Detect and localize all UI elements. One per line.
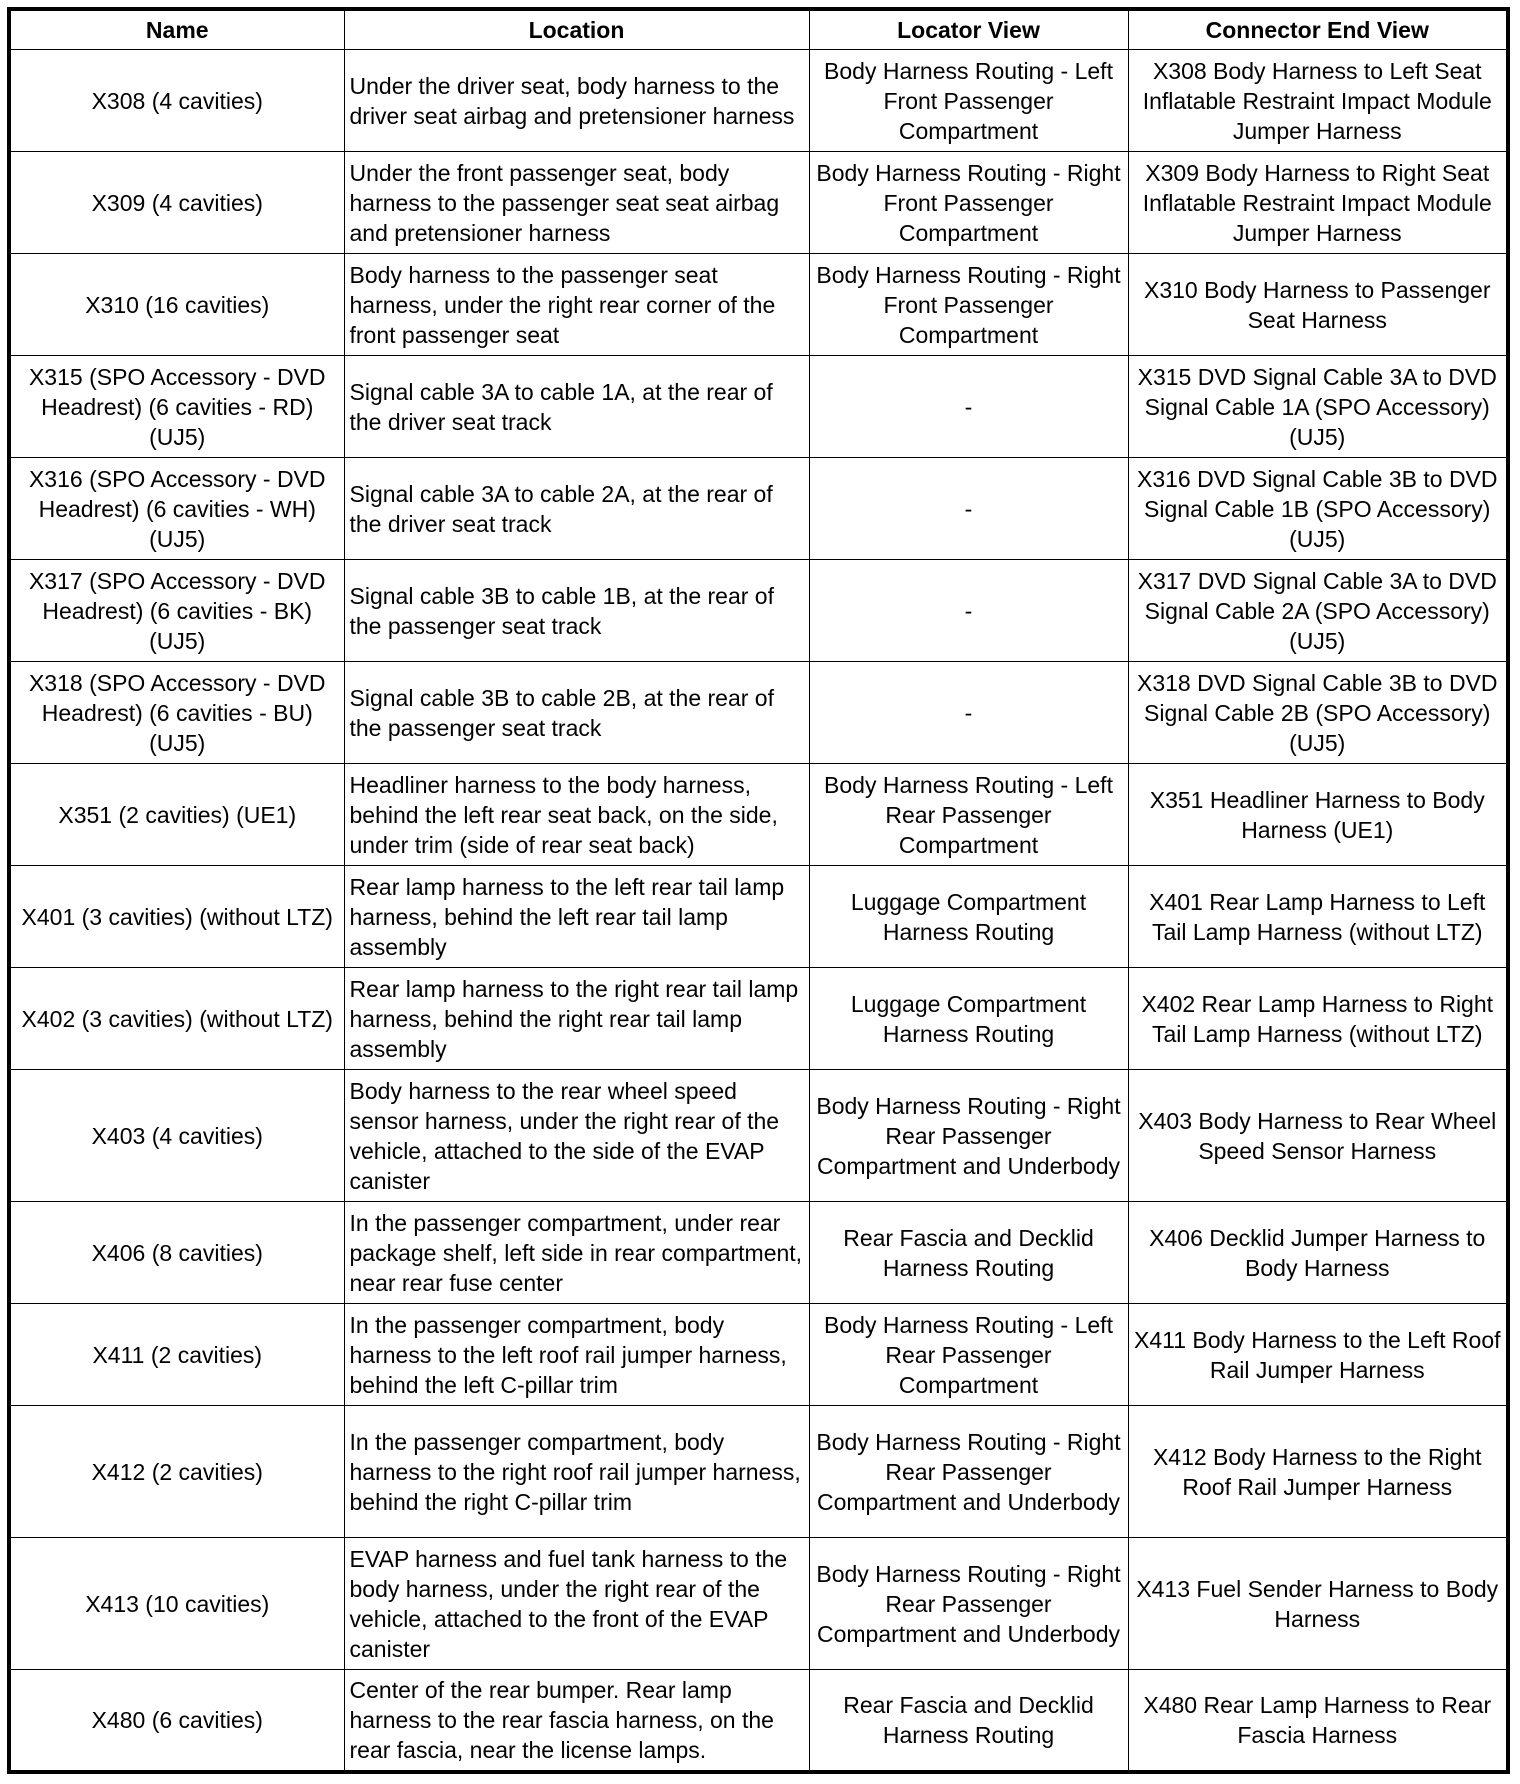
cell-location: Body harness to the passenger seat harness, under the right rear corner of the front passenger seat: [344, 254, 809, 356]
cell-locator-view: -: [809, 662, 1128, 764]
cell-locator-view: Rear Fascia and Decklid Harness Routing: [809, 1202, 1128, 1304]
table-row: [9, 866, 1508, 968]
cell-location: Rear lamp harness to the left rear tail lamp harness, behind the left rear tail lamp assembly: [344, 866, 809, 968]
cell-connector-end-view: X310 Body Harness to Passenger Seat Harness: [1128, 254, 1508, 356]
cell-locator-view: Body Harness Routing - Left Front Passenger Compartment: [809, 50, 1128, 152]
table-row: [9, 764, 1508, 866]
table-row: [9, 1202, 1508, 1304]
cell-connector-end-view: X318 DVD Signal Cable 3B to DVD Signal Cable 2B (SPO Accessory) (UJ5): [1128, 662, 1508, 764]
cell-locator-view: Body Harness Routing - Right Front Passenger Compartment: [809, 254, 1128, 356]
cell-connector-end-view: X308 Body Harness to Left Seat Inflatable Restraint Impact Module Jumper Harness: [1128, 50, 1508, 152]
cell-locator-view: Luggage Compartment Harness Routing: [809, 968, 1128, 1070]
cell-name: X309 (4 cavities): [9, 152, 344, 254]
cell-connector-end-view: X401 Rear Lamp Harness to Left Tail Lamp Harness (without LTZ): [1128, 866, 1508, 968]
cell-connector-end-view: X412 Body Harness to the Right Roof Rail Jumper Harness: [1128, 1406, 1508, 1538]
cell-location: Signal cable 3B to cable 1B, at the rear of the passenger seat track: [344, 560, 809, 662]
cell-connector-end-view: X309 Body Harness to Right Seat Inflatable Restraint Impact Module Jumper Harness: [1128, 152, 1508, 254]
cell-locator-view: Body Harness Routing - Left Rear Passenger Compartment: [809, 1304, 1128, 1406]
table-row: [9, 968, 1508, 1070]
table-row: [9, 254, 1508, 356]
cell-locator-view: Rear Fascia and Decklid Harness Routing: [809, 1670, 1128, 1772]
cell-connector-end-view: X413 Fuel Sender Harness to Body Harness: [1128, 1538, 1508, 1670]
cell-name: X318 (SPO Accessory - DVD Headrest) (6 cavities - BU) (UJ5): [9, 662, 344, 764]
cell-location: Under the driver seat, body harness to the driver seat airbag and pretensioner harness: [344, 50, 809, 152]
cell-locator-view: -: [809, 356, 1128, 458]
table-row: [9, 458, 1508, 560]
cell-locator-view: Body Harness Routing - Right Rear Passenger Compartment and Underbody: [809, 1070, 1128, 1202]
cell-name: X412 (2 cavities): [9, 1406, 344, 1538]
table-row: [9, 1304, 1508, 1406]
cell-location: In the passenger compartment, body harness to the right roof rail jumper harness, behind the right C-pillar trim: [344, 1406, 809, 1538]
cell-name: X315 (SPO Accessory - DVD Headrest) (6 cavities - RD) (UJ5): [9, 356, 344, 458]
cell-connector-end-view: X315 DVD Signal Cable 3A to DVD Signal Cable 1A (SPO Accessory) (UJ5): [1128, 356, 1508, 458]
cell-locator-view: Body Harness Routing - Left Rear Passenger Compartment: [809, 764, 1128, 866]
header-connector-end-view: Connector End View: [1128, 9, 1508, 50]
cell-name: X316 (SPO Accessory - DVD Headrest) (6 cavities - WH) (UJ5): [9, 458, 344, 560]
cell-connector-end-view: X403 Body Harness to Rear Wheel Speed Sensor Harness: [1128, 1070, 1508, 1202]
table-row: [9, 1538, 1508, 1670]
cell-name: X317 (SPO Accessory - DVD Headrest) (6 cavities - BK) (UJ5): [9, 560, 344, 662]
table-row: [9, 1070, 1508, 1202]
table-row: [9, 1670, 1508, 1772]
cell-location: Rear lamp harness to the right rear tail lamp harness, behind the right rear tail lamp assembly: [344, 968, 809, 1070]
cell-locator-view: Body Harness Routing - Right Rear Passenger Compartment and Underbody: [809, 1406, 1128, 1538]
cell-name: X351 (2 cavities) (UE1): [9, 764, 344, 866]
table-row: [9, 1406, 1508, 1538]
cell-name: X480 (6 cavities): [9, 1670, 344, 1772]
cell-location: Under the front passenger seat, body harness to the passenger seat seat airbag and pretensioner harness: [344, 152, 809, 254]
cell-locator-view: -: [809, 560, 1128, 662]
cell-location: In the passenger compartment, under rear package shelf, left side in rear compartment, near rear fuse center: [344, 1202, 809, 1304]
table-row: [9, 356, 1508, 458]
cell-connector-end-view: X351 Headliner Harness to Body Harness (UE1): [1128, 764, 1508, 866]
cell-location: Center of the rear bumper. Rear lamp harness to the rear fascia harness, on the rear fascia, near the license lamps.: [344, 1670, 809, 1772]
table-row: [9, 560, 1508, 662]
table-row: [9, 50, 1508, 152]
cell-locator-view: Body Harness Routing - Right Rear Passenger Compartment and Underbody: [809, 1538, 1128, 1670]
connector-table: [7, 7, 1510, 1774]
cell-location: In the passenger compartment, body harness to the left roof rail jumper harness, behind the left C-pillar trim: [344, 1304, 809, 1406]
cell-connector-end-view: X316 DVD Signal Cable 3B to DVD Signal Cable 1B (SPO Accessory) (UJ5): [1128, 458, 1508, 560]
cell-name: X411 (2 cavities): [9, 1304, 344, 1406]
cell-name: X310 (16 cavities): [9, 254, 344, 356]
cell-locator-view: -: [809, 458, 1128, 560]
cell-location: Headliner harness to the body harness, behind the left rear seat back, on the side, under trim (side of rear seat back): [344, 764, 809, 866]
cell-name: X406 (8 cavities): [9, 1202, 344, 1304]
cell-name: X402 (3 cavities) (without LTZ): [9, 968, 344, 1070]
cell-location: Body harness to the rear wheel speed sensor harness, under the right rear of the vehicle, attached to the side of the EVAP canister: [344, 1070, 809, 1202]
cell-locator-view: Luggage Compartment Harness Routing: [809, 866, 1128, 968]
cell-name: X413 (10 cavities): [9, 1538, 344, 1670]
cell-name: X401 (3 cavities) (without LTZ): [9, 866, 344, 968]
cell-connector-end-view: X402 Rear Lamp Harness to Right Tail Lamp Harness (without LTZ): [1128, 968, 1508, 1070]
header-locator-view: Locator View: [809, 9, 1128, 50]
cell-connector-end-view: X480 Rear Lamp Harness to Rear Fascia Harness: [1128, 1670, 1508, 1772]
cell-name: X403 (4 cavities): [9, 1070, 344, 1202]
header-location: Location: [344, 9, 809, 50]
cell-locator-view: Body Harness Routing - Right Front Passenger Compartment: [809, 152, 1128, 254]
table-row: [9, 152, 1508, 254]
cell-location: EVAP harness and fuel tank harness to the body harness, under the right rear of the vehicle, attached to the front of the EVAP canister: [344, 1538, 809, 1670]
cell-location: Signal cable 3A to cable 2A, at the rear of the driver seat track: [344, 458, 809, 560]
table-row: [9, 662, 1508, 764]
cell-connector-end-view: X317 DVD Signal Cable 3A to DVD Signal Cable 2A (SPO Accessory) (UJ5): [1128, 560, 1508, 662]
cell-location: Signal cable 3B to cable 2B, at the rear of the passenger seat track: [344, 662, 809, 764]
header-row: [9, 9, 1508, 50]
cell-location: Signal cable 3A to cable 1A, at the rear of the driver seat track: [344, 356, 809, 458]
header-name: Name: [9, 9, 344, 50]
cell-connector-end-view: X406 Decklid Jumper Harness to Body Harness: [1128, 1202, 1508, 1304]
cell-connector-end-view: X411 Body Harness to the Left Roof Rail Jumper Harness: [1128, 1304, 1508, 1406]
cell-name: X308 (4 cavities): [9, 50, 344, 152]
